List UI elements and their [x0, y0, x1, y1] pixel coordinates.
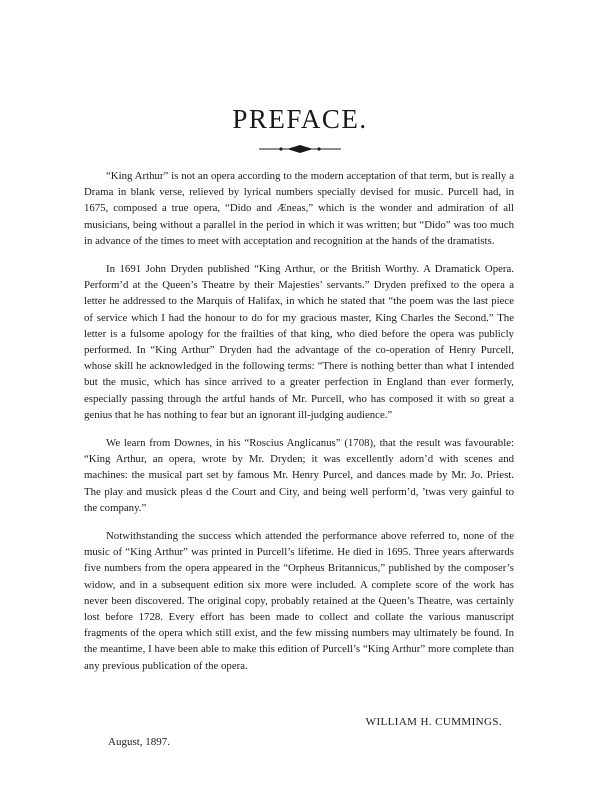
paragraph: In 1691 John Dryden published “King Arthur, or the British Worthy. A Dramatick Opera. Perform’d at the Queen’s Theatre by their Majesties’ servants.” Dryden prefixed to the opera a letter he addressed to the Marquis of Halifax, in which he stated that “the poem was the last piece of service which I had the honour to do for my gracious master, King Charles the Second.” The letter is a fulsome apology for the frailties of that king, who died before the opera was publicly performed. In “King Arthur” Dryden had the advantage of the co-operation of Henry Purcell, whose skill he acknowledged in the following terms: “There is nothing better than what I intended but the music, which has since arrived to a greater perfection in England than ever formerly, especially passing through the artful hands of Mr. Purcell, who has composed it with so great a genius that he has nothing to fear but an ignorant ill-judging audience.” — [84, 263, 514, 421]
title-ornament-icon — [259, 145, 341, 153]
signature-block — [84, 716, 514, 756]
preface-date: August, 1897. — [108, 736, 171, 748]
author-signature: WILLIAM H. CUMMINGS. — [365, 716, 502, 728]
paragraph: “King Arthur” is not an opera according to the modern acceptation of that term, but is really a Drama in blank verse, relieved by lyrical numbers specially devised for music. Purcell had, in 1675, composed a true opera, “Dido and Æneas,” which is the wonder and admiration of all musicians, being without a parallel in the period in which it was written; but “Dido” was too much in advance of the times to meet with acceptation and recognition at the hands of the dramatists. — [84, 170, 514, 247]
paragraph: Notwithstanding the success which attended the performance above referred to, none of the music of “King Arthur” was printed in Purcell’s lifetime. He died in 1695. Three years afterwards five numbers from the opera appeared in the “Orpheus Britannicus,” published by the composer’s widow, and in a subsequent edition six more were included. A complete score of the work has never been discovered. The original copy, probably retained at the Queen’s Theatre, was certainly lost before 1728. Every effort has been made to collect and collate the various manuscript fragments of the opera which still exist, and the few missing numbers may ultimately be found. In the meantime, I have been able to make this edition of Purcell’s “King Arthur” more complete than any previous publication of the opera. — [84, 530, 514, 672]
paragraph: We learn from Downes, in his “Roscius Anglicanus” (1708), that the result was favourable: “King Arthur, an opera, wrote by Mr. Dryden; it was excellently adorn’d with scenes and machines: the musical part set by famous Mr. Henry Purcel, and dances made by Mr. Jo. Priest. The play and musick pleas d the Court and City, and being well perform’d, ’twas very gainful to the company.” — [84, 437, 514, 514]
page-title: PREFACE. — [232, 104, 368, 134]
preface-body — [84, 168, 514, 686]
